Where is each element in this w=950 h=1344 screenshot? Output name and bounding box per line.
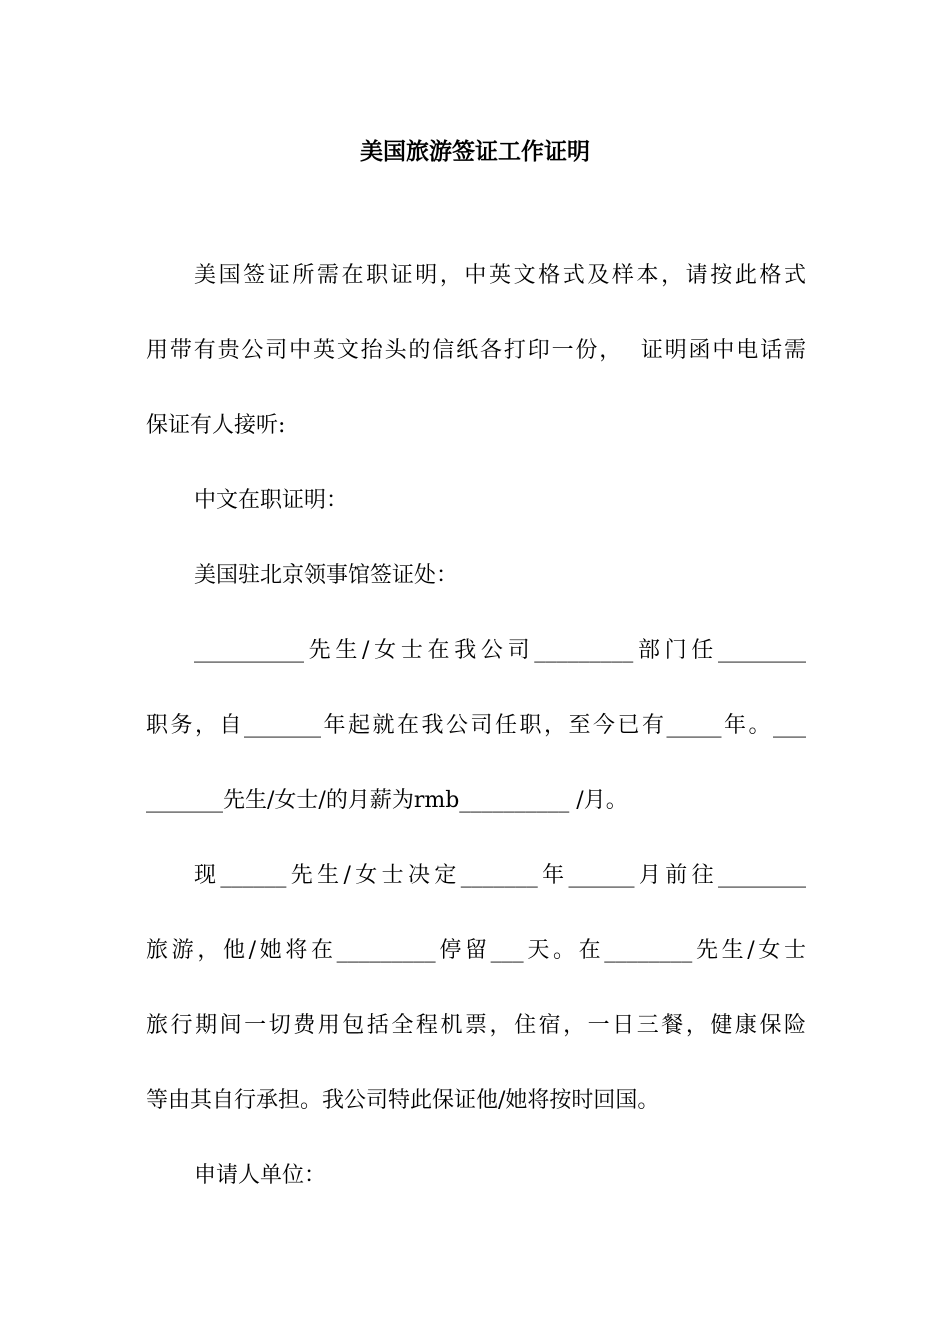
paragraph-intro-line-1: 美国签证所需在职证明，中英文格式及样本，请按此格式 <box>194 263 806 288</box>
travel-line-3: 旅行期间一切费用包括全程机票，住宿，一日三餐，健康保险 <box>146 1013 806 1038</box>
paragraph-intro-line-2: 用带有贵公司中英文抬头的信纸各打印一份， 证明函中电话需 <box>146 338 806 363</box>
travel-line-2: 旅游，他/她将在_________停留___天。在________先生/女士 <box>146 938 806 963</box>
addressee-line: 美国驻北京领事馆签证处： <box>194 563 459 588</box>
document-title: 美国旅游签证工作证明 <box>360 138 590 165</box>
employment-line-1: __________先生/女士在我公司_________部门任________ <box>194 638 806 663</box>
salary-line: _______先生/女士/的月薪为rmb__________ /月。 <box>146 788 628 813</box>
employment-line-2: 职务，自_______年起就在我公司任职，至今已有_____年。___ <box>146 713 806 738</box>
section-heading-chinese-certificate: 中文在职证明： <box>194 488 349 513</box>
paragraph-intro-line-3: 保证有人接听: <box>146 413 286 438</box>
applicant-unit-label: 申请人单位： <box>194 1163 327 1188</box>
travel-line-4: 等由其自行承担。我公司特此保证他/她将按时回国。 <box>146 1088 660 1113</box>
travel-line-1: 现______先生/女士决定_______年______月前往________ <box>194 863 806 888</box>
